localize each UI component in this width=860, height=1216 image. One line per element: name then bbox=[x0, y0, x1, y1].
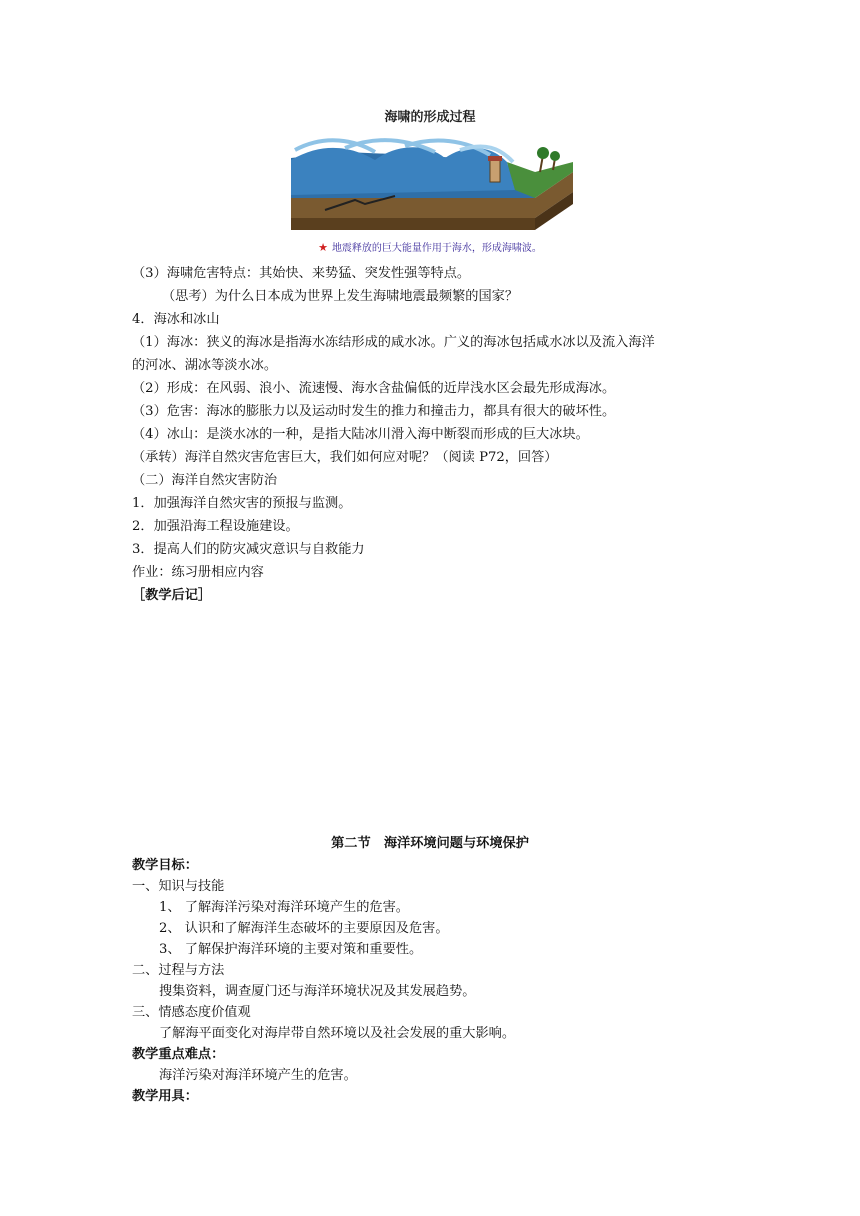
text-line: 3．提高人们的防灾减灾意识与自救能力 bbox=[132, 542, 365, 557]
section-title: 第二节 海洋环境问题与环境保护 bbox=[331, 836, 529, 851]
objective-item: 了解海平面变化对海岸带自然环境以及社会发展的重大影响。 bbox=[159, 1026, 516, 1041]
figure-title: 海啸的形成过程 bbox=[384, 110, 476, 125]
text-line: （2）形成：在风弱、浪小、流速慢、海水含盐偏低的近岸浅水区会最先形成海冰。 bbox=[132, 381, 616, 396]
tsunami-illustration bbox=[285, 100, 575, 260]
homework-line: 作业：练习册相应内容 bbox=[132, 565, 264, 580]
text-line: 2．加强沿海工程设施建设。 bbox=[132, 519, 299, 534]
palm-leaves-1 bbox=[537, 147, 549, 159]
text-line: 的河冰、湖冰等淡水冰。 bbox=[132, 358, 278, 373]
text-line: （3）危害：海冰的膨胀力以及运动时发生的推力和撞击力，都具有很大的破坏性。 bbox=[132, 404, 616, 419]
objective-item: 搜集资料，调查厦门还与海洋环境状况及其发展趋势。 bbox=[159, 984, 476, 999]
text-line: （1）海冰：狭义的海冰是指海水冻结形成的咸水冰。广义的海冰包括咸水冰以及流入海洋 bbox=[132, 335, 655, 350]
text-line: （4）冰山：是淡水冰的一种，是指大陆冰川滑入海中断裂而形成的巨大冰块。 bbox=[132, 427, 589, 442]
figure-caption: ★ 地震释放的巨大能量作用于海水，形成海啸波。 bbox=[318, 241, 542, 254]
objective-item: 2、 认识和了解海洋生态破坏的主要原因及危害。 bbox=[159, 921, 449, 936]
objective-category: 三、情感态度价值观 bbox=[132, 1005, 251, 1020]
objective-item: 1、 了解海洋污染对海洋环境产生的危害。 bbox=[159, 900, 409, 915]
key-point-item: 海洋污染对海洋环境产生的危害。 bbox=[159, 1068, 357, 1083]
text-line: （承转）海洋自然灾害危害巨大，我们如何应对呢？（阅读 P72，回答） bbox=[132, 450, 558, 465]
section-heading: 4．海冰和冰山 bbox=[132, 312, 220, 327]
key-points-heading: 教学重点难点： bbox=[132, 1047, 225, 1062]
star-icon: ★ bbox=[318, 241, 328, 254]
lighthouse-roof bbox=[488, 156, 502, 161]
wave-body bbox=[291, 147, 515, 195]
objective-category: 一、知识与技能 bbox=[132, 879, 225, 894]
palm-leaves-2 bbox=[550, 151, 560, 161]
teaching-tools-heading: 教学用具： bbox=[132, 1089, 198, 1104]
tsunami-figure bbox=[285, 100, 575, 260]
land-block-front bbox=[291, 218, 535, 230]
lighthouse bbox=[490, 160, 500, 182]
text-line: 1．加强海洋自然灾害的预报与监测。 bbox=[132, 496, 352, 511]
objectives-heading: 教学目标： bbox=[132, 858, 198, 873]
teaching-notes-heading: ［教学后记］ bbox=[132, 588, 212, 603]
section-heading: （二）海洋自然灾害防治 bbox=[132, 473, 278, 488]
objective-category: 二、过程与方法 bbox=[132, 963, 225, 978]
text-line: （思考）为什么日本成为世界上发生海啸地震最频繁的国家？ bbox=[162, 289, 519, 304]
text-line: （3）海啸危害特点：其始快、来势猛、突发性强等特点。 bbox=[132, 266, 471, 281]
objective-item: 3、 了解保护海洋环境的主要对策和重要性。 bbox=[159, 942, 423, 957]
